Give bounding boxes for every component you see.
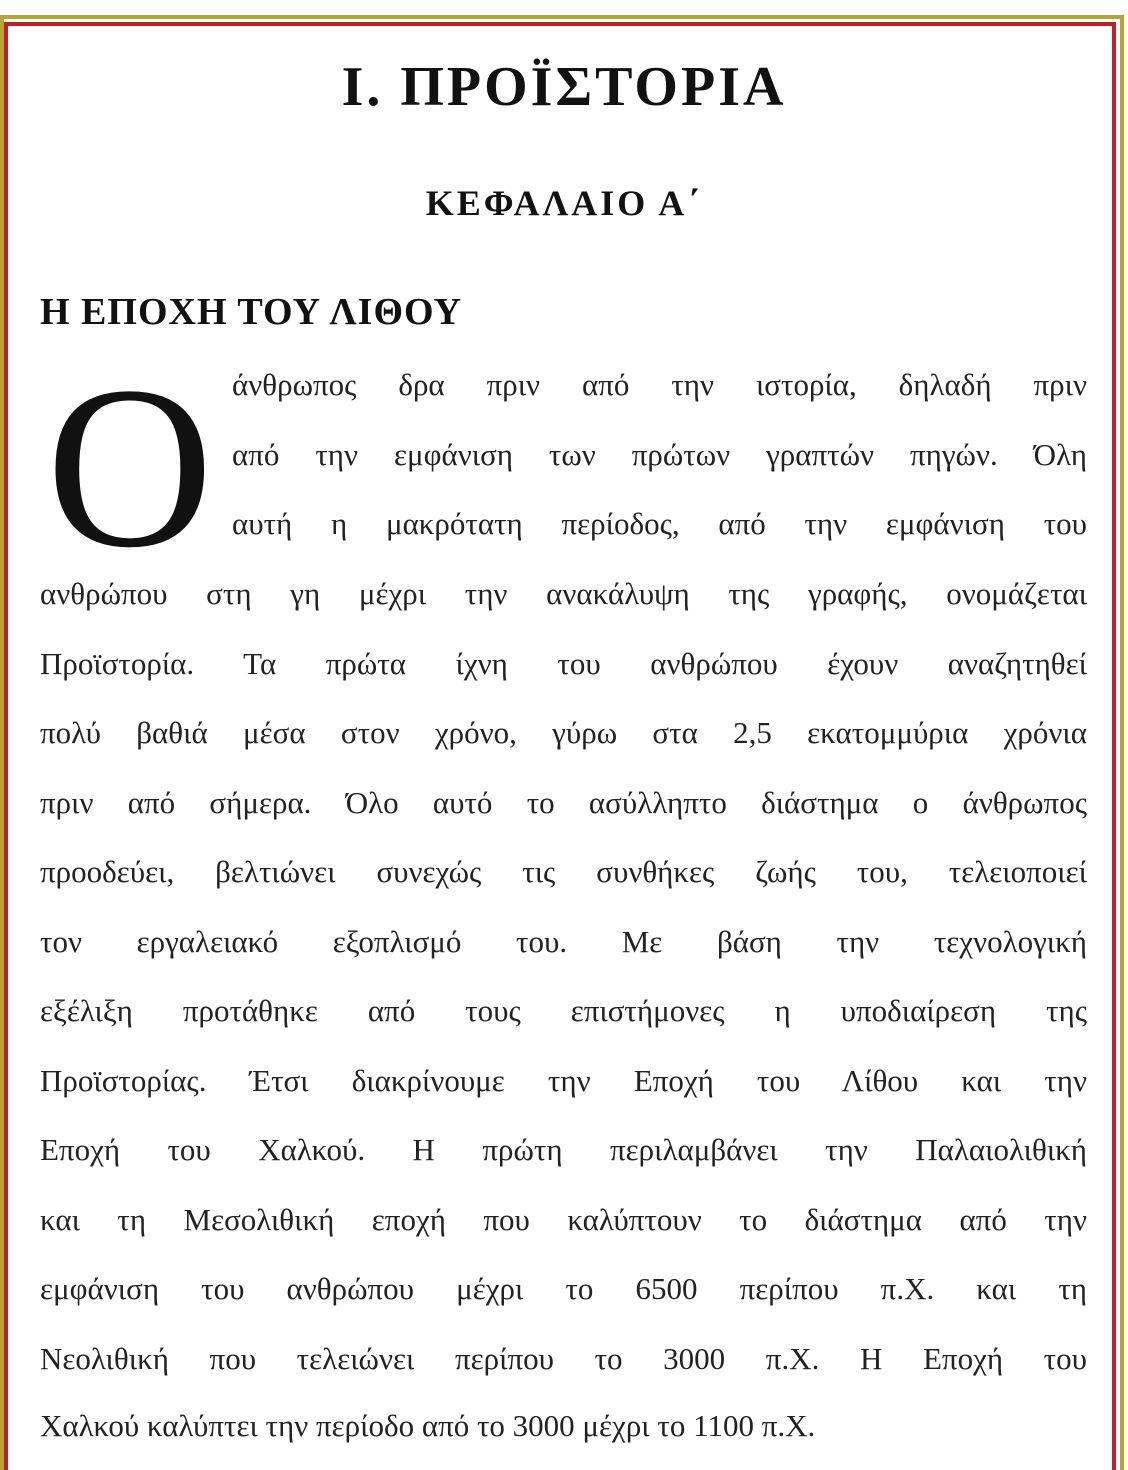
text-line: ανθρώπου στη γη μέχρι την ανακάλυψη της γραφής, ονομάζεται xyxy=(40,576,1087,611)
text-line: Χαλκού καλύπτει την περίοδο από το 3000 μέχρι το 1100 π.Χ. xyxy=(40,1408,816,1443)
page-title: Ι. ΠΡΟΪΣΤΟΡΙΑ xyxy=(341,56,787,118)
text-line: και τη Μεσολιθική εποχή που καλύπτουν το διάστημα από την xyxy=(40,1202,1087,1237)
drop-cap: Ο xyxy=(46,339,214,596)
text-line: πριν από σήμερα. Όλο αυτό το ασύλληπτο διάστημα ο άνθρωπος xyxy=(40,785,1087,820)
text-line: εξέλιξη προτάθηκε από τους επιστήμονες η υποδιαίρεση της xyxy=(40,993,1087,1028)
chapter-label: ΚΕΦΑΛΑΙΟ Α΄ xyxy=(425,183,703,223)
text-line: αυτή η μακρότατη περίοδος, από την εμφάνιση του xyxy=(232,506,1087,541)
section-heading: Η ΕΠΟΧΗ ΤΟΥ ΛΙΘΟΥ xyxy=(40,291,463,333)
text-line: άνθρωπος δρα πριν από την ιστορία, δηλαδή πριν xyxy=(232,367,1087,402)
text-line: Εποχή του Χαλκού. Η πρώτη περιλαμβάνει την Παλαιολιθική xyxy=(40,1132,1087,1167)
text-line: τον εργαλειακό εξοπλισμό του. Με βάση την τεχνολογική xyxy=(40,924,1087,959)
text-line: προοδεύει, βελτιώνει συνεχώς τις συνθήκες ζωής του, τελειοποιεί xyxy=(40,854,1087,889)
text-line: Προϊστορία. Τα πρώτα ίχνη του ανθρώπου έχουν αναζητηθεί xyxy=(40,646,1087,681)
text-line: εμφάνιση του ανθρώπου μέχρι το 6500 περίπου π.Χ. και τη xyxy=(40,1271,1087,1306)
text-line: Νεολιθική που τελειώνει περίπου το 3000 π.Χ. Η Εποχή του xyxy=(40,1341,1087,1376)
text-line: από την εμφάνιση των πρώτων γραπτών πηγών. Όλη xyxy=(232,437,1087,472)
text-line: Προϊστορίας. Έτσι διακρίνουμε την Εποχή του Λίθου και την xyxy=(40,1063,1087,1098)
text-line: πολύ βαθιά μέσα στον χρόνο, γύρω στα 2,5 εκατομμύρια χρόνια xyxy=(40,715,1087,750)
